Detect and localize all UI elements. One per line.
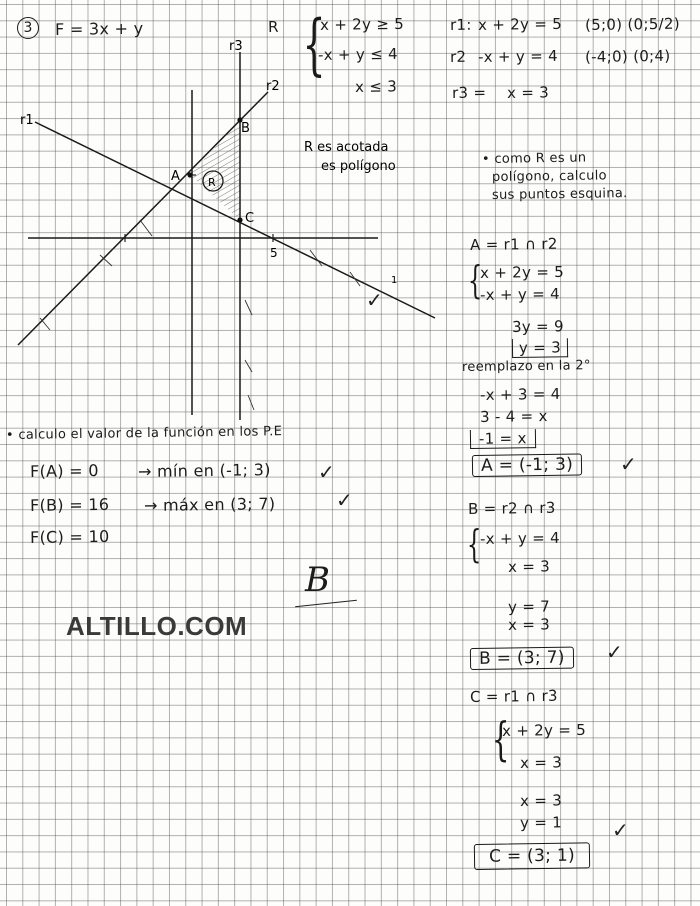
graph-label-r2: r2: [266, 79, 280, 94]
note-poligono: es polígono: [321, 159, 396, 174]
r1-points: (5;0) (0;5/2): [584, 14, 681, 34]
a-definition: A = r1 ∩ r2: [469, 234, 558, 254]
b-y-value: y = 7: [507, 597, 551, 616]
check-mark: ✓: [620, 452, 637, 476]
r1-name: r1:: [449, 15, 472, 34]
evaluation-intro: • calculo el valor de la función en los P.E: [5, 424, 283, 443]
f-b-value: F(B) = 16: [29, 494, 110, 515]
system-brace: {: [302, 6, 326, 83]
c-definition: C = r1 ∩ r3: [469, 686, 558, 706]
f-b-conclusion: → máx en (3; 7): [143, 494, 276, 515]
f-a-value: F(A) = 0: [29, 461, 99, 481]
a-result: A = (-1; 3): [472, 453, 582, 477]
graph-label-c: C: [245, 211, 255, 226]
tick-label-5: 5: [270, 246, 278, 260]
b-system-brace: {: [466, 522, 482, 566]
shading-strokes: [40, 220, 360, 410]
point-c: [237, 217, 242, 222]
graph-label-r: R: [208, 176, 216, 189]
watermark-logo: ALTILLO.COM: [66, 611, 248, 641]
r2-name: r2: [449, 47, 467, 66]
b-definition: B = r2 ∩ r3: [467, 498, 556, 518]
r3-name: r3 =: [451, 83, 487, 102]
point-a: [187, 172, 192, 177]
region-r: [190, 120, 240, 220]
c-x-value: x = 3: [519, 791, 563, 810]
r2-equation: -x + y = 4: [477, 46, 559, 66]
f-c-value: F(C) = 10: [29, 526, 110, 547]
region-label: R: [267, 17, 279, 36]
check-mark: ✓: [606, 640, 623, 664]
check-mark: ✓: [612, 818, 629, 842]
poligono-note-3: sus puntos esquina.: [491, 186, 628, 203]
coordinate-graph: [0, 0, 460, 430]
poligono-note-1: • como R es un: [481, 150, 587, 167]
a-system-eq-1: x + 2y = 5: [479, 262, 565, 282]
a-system-eq-2: -x + y = 4: [479, 284, 561, 304]
b-x-value: x = 3: [507, 615, 551, 634]
a-reemplazo: reemplazo en la 2°: [461, 358, 591, 375]
c-system-eq-1: x + 2y = 5: [501, 720, 587, 740]
b-system-eq-2: x = 3: [507, 557, 551, 576]
inequality-2: -x + y ≤ 4: [317, 44, 399, 64]
poligono-note-2: polígono, calculo: [491, 168, 607, 185]
note-acotada: R es acotada: [304, 140, 389, 155]
graph-label-a: A: [171, 169, 180, 184]
tick-label-1: 1: [391, 275, 398, 286]
b-result: B = (3; 7): [470, 647, 574, 670]
a-step-2: 3 - 4 = x: [479, 407, 548, 426]
inequality-1: x + 2y ≥ 5: [319, 14, 405, 34]
a-sum: 3y = 9: [511, 317, 564, 336]
inequality-3: x ≤ 3: [354, 77, 398, 96]
check-mark: ✓: [336, 488, 353, 512]
a-step-1: -x + 3 = 4: [479, 384, 561, 404]
a-x-value: -1 = x: [470, 429, 536, 449]
graph-label-b: B: [241, 121, 250, 136]
c-system-brace: {: [491, 712, 510, 766]
c-system-eq-2: x = 3: [519, 753, 563, 772]
f-a-conclusion: → mín en (-1; 3): [137, 460, 271, 481]
function-f: F = 3x + y: [54, 18, 144, 39]
grade-underline: [295, 600, 357, 607]
graph-label-r1: r1: [20, 113, 34, 128]
c-result: C = (3; 1): [474, 842, 590, 870]
c-y-value: y = 1: [519, 813, 563, 832]
problem-number: 3: [17, 17, 39, 39]
r2-points: (-4;0) (0;4): [584, 46, 671, 66]
check-mark: ✓: [318, 460, 335, 484]
b-system-eq-1: -x + y = 4: [479, 528, 561, 548]
check-mark: ✓: [366, 288, 383, 312]
a-y-value: y = 3: [512, 338, 568, 358]
graph-label-r3: r3: [229, 39, 243, 54]
a-system-brace: {: [467, 258, 483, 302]
r3-equation: x = 3: [506, 83, 550, 102]
r1-equation: x + 2y = 5: [477, 14, 563, 34]
grade-mark: B: [305, 560, 330, 600]
